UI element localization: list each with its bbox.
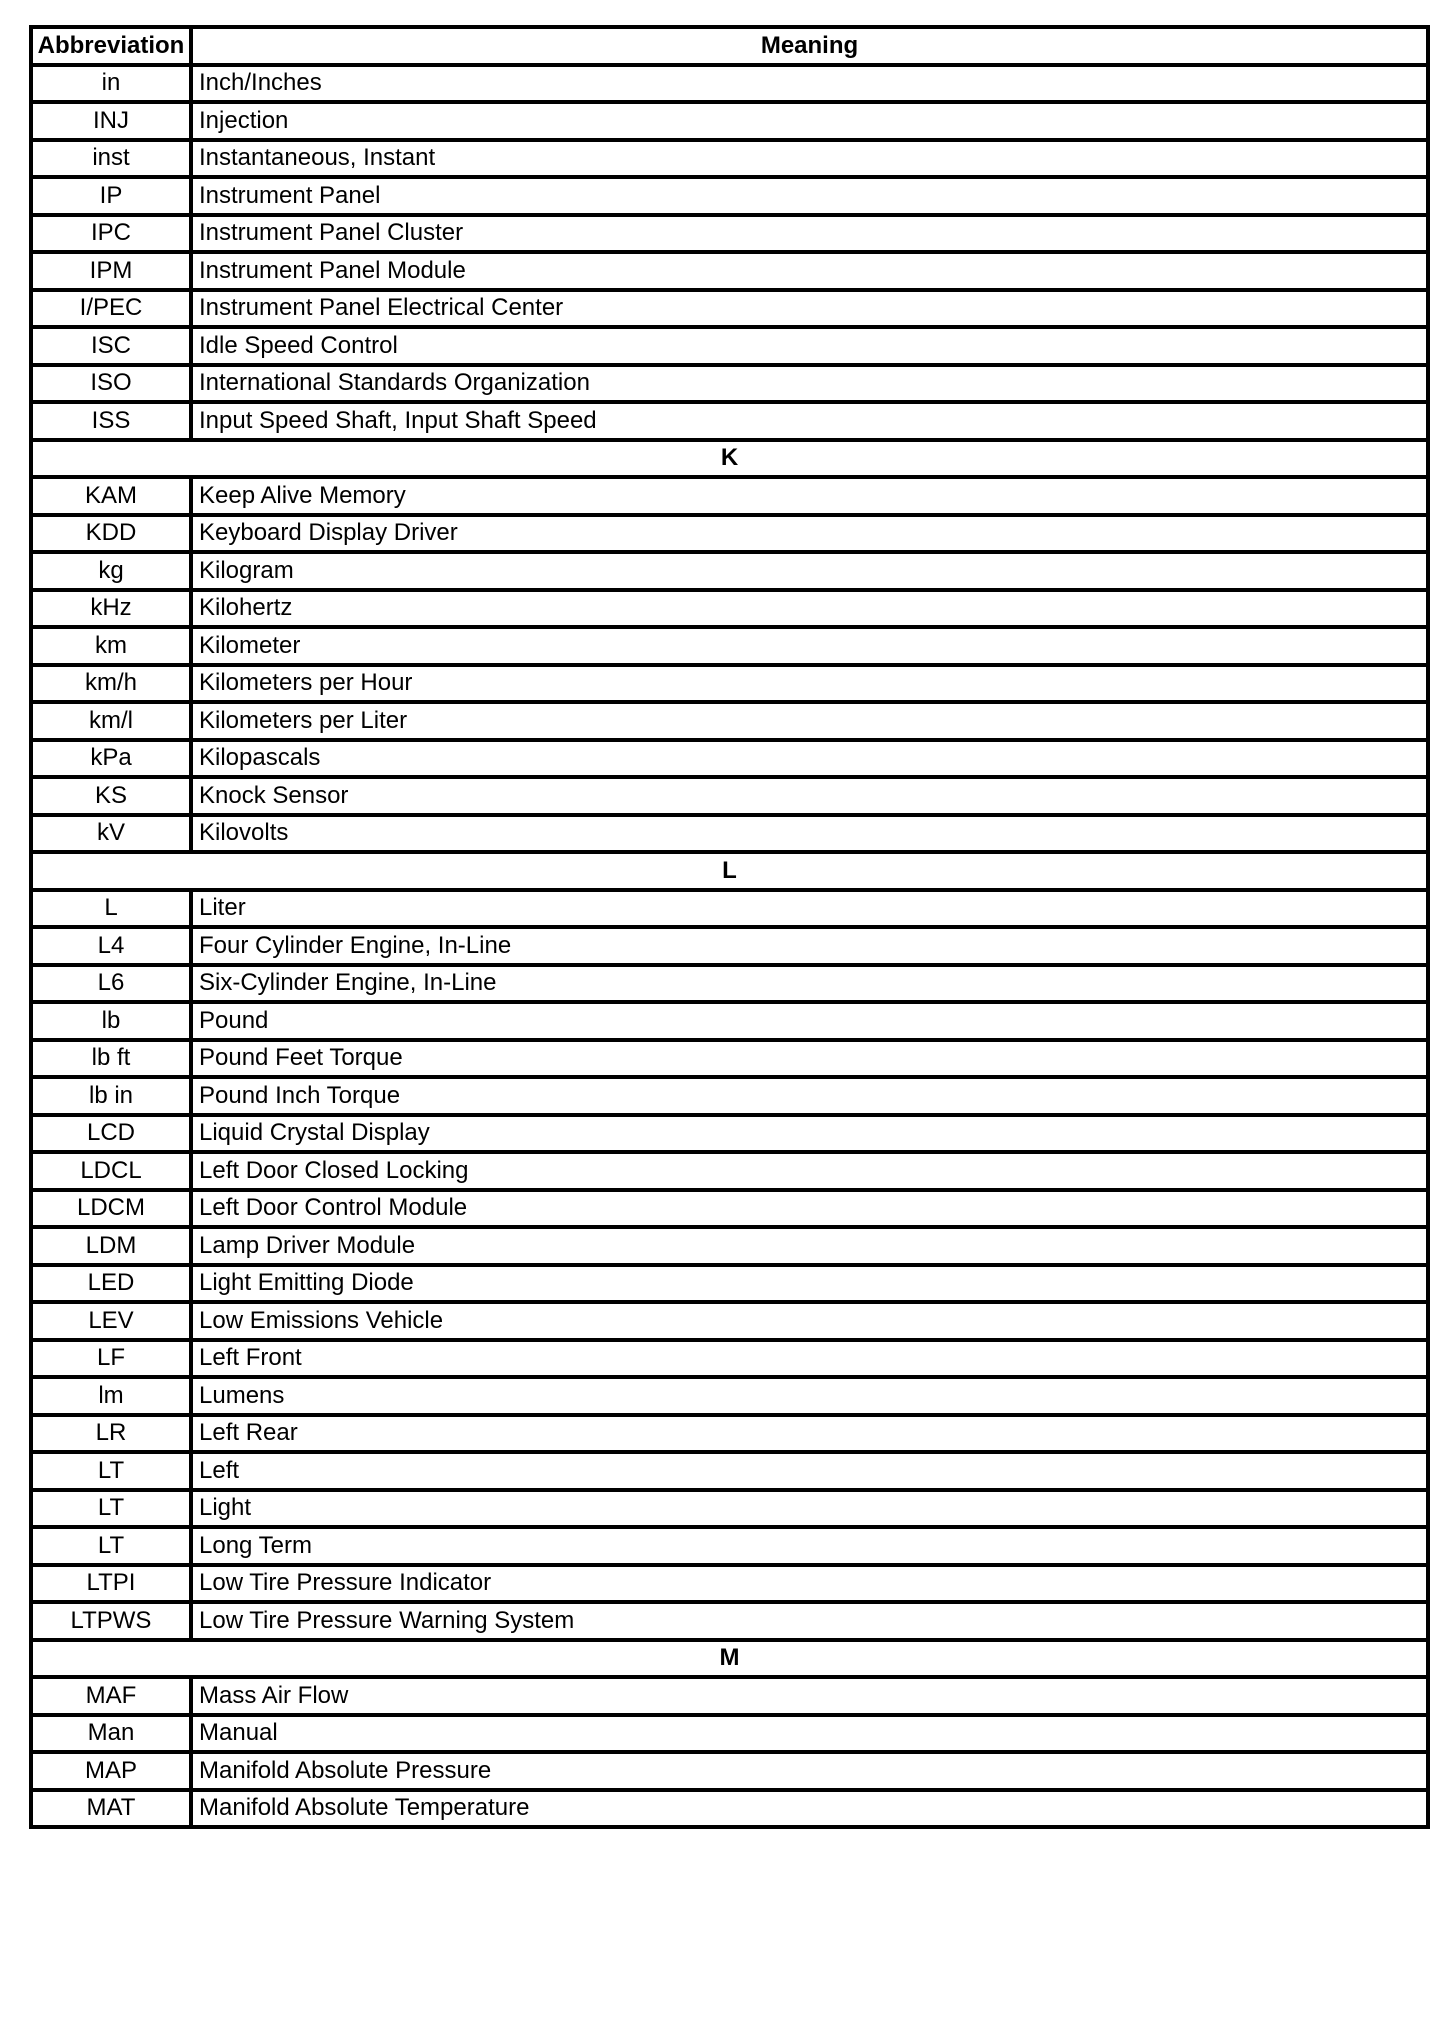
abbreviation-cell: lm bbox=[31, 1377, 191, 1415]
table-row bbox=[31, 365, 1428, 403]
table-row bbox=[31, 1752, 1428, 1790]
table-row bbox=[31, 1265, 1428, 1303]
table-row bbox=[31, 1152, 1428, 1190]
header-meaning: Meaning bbox=[191, 27, 1428, 65]
table-row bbox=[31, 327, 1428, 365]
section-heading: L bbox=[31, 852, 1428, 890]
section-row bbox=[31, 1640, 1428, 1678]
meaning-cell: Keyboard Display Driver bbox=[191, 515, 1428, 553]
abbreviation-cell: ISC bbox=[31, 327, 191, 365]
meaning-cell: Lumens bbox=[191, 1377, 1428, 1415]
abbreviation-cell: inst bbox=[31, 140, 191, 178]
table-row bbox=[31, 702, 1428, 740]
table-row bbox=[31, 1452, 1428, 1490]
abbreviation-cell: LCD bbox=[31, 1115, 191, 1153]
table-row bbox=[31, 65, 1428, 103]
table-row bbox=[31, 515, 1428, 553]
meaning-cell: Instantaneous, Instant bbox=[191, 140, 1428, 178]
abbreviation-cell: kPa bbox=[31, 740, 191, 778]
table-row bbox=[31, 1490, 1428, 1528]
abbreviations-table bbox=[29, 25, 1430, 1829]
abbreviation-cell: LDCM bbox=[31, 1190, 191, 1228]
abbreviation-cell: LDCL bbox=[31, 1152, 191, 1190]
meaning-cell: Left Door Closed Locking bbox=[191, 1152, 1428, 1190]
abbreviation-cell: KDD bbox=[31, 515, 191, 553]
meaning-cell: Liquid Crystal Display bbox=[191, 1115, 1428, 1153]
section-row bbox=[31, 852, 1428, 890]
header-abbreviation: Abbreviation bbox=[31, 27, 191, 65]
section-heading: K bbox=[31, 440, 1428, 478]
meaning-cell: Pound bbox=[191, 1002, 1428, 1040]
meaning-cell: Kilopascals bbox=[191, 740, 1428, 778]
meaning-cell: Light Emitting Diode bbox=[191, 1265, 1428, 1303]
abbreviation-cell: LDM bbox=[31, 1227, 191, 1265]
section-row bbox=[31, 440, 1428, 478]
table-row bbox=[31, 927, 1428, 965]
table-row bbox=[31, 177, 1428, 215]
meaning-cell: Left Rear bbox=[191, 1415, 1428, 1453]
meaning-cell: Kilogram bbox=[191, 552, 1428, 590]
table-row bbox=[31, 1565, 1428, 1603]
table-row bbox=[31, 1377, 1428, 1415]
table-row bbox=[31, 1677, 1428, 1715]
abbreviation-cell: lb ft bbox=[31, 1040, 191, 1078]
table-row bbox=[31, 1415, 1428, 1453]
abbreviation-cell: MAT bbox=[31, 1790, 191, 1828]
abbreviation-cell: lb bbox=[31, 1002, 191, 1040]
table-row bbox=[31, 965, 1428, 1003]
table-row bbox=[31, 1040, 1428, 1078]
abbreviation-cell: LED bbox=[31, 1265, 191, 1303]
meaning-cell: Four Cylinder Engine, In-Line bbox=[191, 927, 1428, 965]
abbreviation-cell: km bbox=[31, 627, 191, 665]
meaning-cell: Lamp Driver Module bbox=[191, 1227, 1428, 1265]
meaning-cell: Kilohertz bbox=[191, 590, 1428, 628]
meaning-cell: Knock Sensor bbox=[191, 777, 1428, 815]
meaning-cell: International Standards Organization bbox=[191, 365, 1428, 403]
abbreviation-cell: LT bbox=[31, 1490, 191, 1528]
meaning-cell: Left bbox=[191, 1452, 1428, 1490]
table-body bbox=[31, 65, 1428, 1828]
table-row bbox=[31, 1002, 1428, 1040]
meaning-cell: Kilometer bbox=[191, 627, 1428, 665]
abbreviation-cell: Man bbox=[31, 1715, 191, 1753]
meaning-cell: Kilometers per Hour bbox=[191, 665, 1428, 703]
table-row bbox=[31, 590, 1428, 628]
table-header-row bbox=[31, 27, 1428, 65]
meaning-cell: Kilovolts bbox=[191, 815, 1428, 853]
meaning-cell: Manifold Absolute Temperature bbox=[191, 1790, 1428, 1828]
table-row bbox=[31, 140, 1428, 178]
meaning-cell: Low Tire Pressure Indicator bbox=[191, 1565, 1428, 1603]
table-row bbox=[31, 1602, 1428, 1640]
table-row bbox=[31, 1190, 1428, 1228]
abbreviation-cell: km/l bbox=[31, 702, 191, 740]
meaning-cell: Manual bbox=[191, 1715, 1428, 1753]
table-row bbox=[31, 1227, 1428, 1265]
abbreviation-cell: MAF bbox=[31, 1677, 191, 1715]
abbreviation-cell: IP bbox=[31, 177, 191, 215]
abbreviation-cell: L4 bbox=[31, 927, 191, 965]
meaning-cell: Input Speed Shaft, Input Shaft Speed bbox=[191, 402, 1428, 440]
table-row bbox=[31, 815, 1428, 853]
abbreviation-cell: IPC bbox=[31, 215, 191, 253]
abbreviation-cell: LT bbox=[31, 1527, 191, 1565]
abbreviation-cell: ISS bbox=[31, 402, 191, 440]
abbreviation-cell: LTPI bbox=[31, 1565, 191, 1603]
meaning-cell: Mass Air Flow bbox=[191, 1677, 1428, 1715]
meaning-cell: Keep Alive Memory bbox=[191, 477, 1428, 515]
abbreviation-cell: INJ bbox=[31, 102, 191, 140]
table-row bbox=[31, 777, 1428, 815]
meaning-cell: Idle Speed Control bbox=[191, 327, 1428, 365]
abbreviation-cell: KAM bbox=[31, 477, 191, 515]
abbreviation-cell: LF bbox=[31, 1340, 191, 1378]
table-row bbox=[31, 1715, 1428, 1753]
abbreviation-cell: I/PEC bbox=[31, 290, 191, 328]
abbreviation-cell: IPM bbox=[31, 252, 191, 290]
abbreviation-cell: lb in bbox=[31, 1077, 191, 1115]
table-row bbox=[31, 1077, 1428, 1115]
meaning-cell: Six-Cylinder Engine, In-Line bbox=[191, 965, 1428, 1003]
table-row bbox=[31, 890, 1428, 928]
table-row bbox=[31, 1302, 1428, 1340]
meaning-cell: Instrument Panel Module bbox=[191, 252, 1428, 290]
meaning-cell: Low Emissions Vehicle bbox=[191, 1302, 1428, 1340]
abbreviation-cell: kHz bbox=[31, 590, 191, 628]
abbreviation-cell: L bbox=[31, 890, 191, 928]
meaning-cell: Kilometers per Liter bbox=[191, 702, 1428, 740]
table-row bbox=[31, 215, 1428, 253]
abbreviation-cell: kg bbox=[31, 552, 191, 590]
abbreviation-cell: MAP bbox=[31, 1752, 191, 1790]
table-row bbox=[31, 1790, 1428, 1828]
abbreviation-cell: LR bbox=[31, 1415, 191, 1453]
meaning-cell: Pound Feet Torque bbox=[191, 1040, 1428, 1078]
abbreviation-cell: KS bbox=[31, 777, 191, 815]
table-row bbox=[31, 627, 1428, 665]
table-row bbox=[31, 290, 1428, 328]
meaning-cell: Instrument Panel Cluster bbox=[191, 215, 1428, 253]
table-row bbox=[31, 252, 1428, 290]
table-row bbox=[31, 402, 1428, 440]
meaning-cell: Left Door Control Module bbox=[191, 1190, 1428, 1228]
abbreviation-cell: L6 bbox=[31, 965, 191, 1003]
table-row bbox=[31, 552, 1428, 590]
meaning-cell: Long Term bbox=[191, 1527, 1428, 1565]
abbreviation-cell: ISO bbox=[31, 365, 191, 403]
meaning-cell: Light bbox=[191, 1490, 1428, 1528]
table-row bbox=[31, 102, 1428, 140]
abbreviation-cell: LT bbox=[31, 1452, 191, 1490]
table-row bbox=[31, 1115, 1428, 1153]
abbreviation-cell: LEV bbox=[31, 1302, 191, 1340]
meaning-cell: Instrument Panel bbox=[191, 177, 1428, 215]
section-heading: M bbox=[31, 1640, 1428, 1678]
abbreviation-cell: LTPWS bbox=[31, 1602, 191, 1640]
abbreviation-cell: kV bbox=[31, 815, 191, 853]
meaning-cell: Liter bbox=[191, 890, 1428, 928]
meaning-cell: Instrument Panel Electrical Center bbox=[191, 290, 1428, 328]
abbreviation-cell: km/h bbox=[31, 665, 191, 703]
table-row bbox=[31, 477, 1428, 515]
meaning-cell: Injection bbox=[191, 102, 1428, 140]
table-row bbox=[31, 1527, 1428, 1565]
table-row bbox=[31, 665, 1428, 703]
table-row bbox=[31, 1340, 1428, 1378]
abbreviation-cell: in bbox=[31, 65, 191, 103]
meaning-cell: Manifold Absolute Pressure bbox=[191, 1752, 1428, 1790]
meaning-cell: Inch/Inches bbox=[191, 65, 1428, 103]
meaning-cell: Left Front bbox=[191, 1340, 1428, 1378]
meaning-cell: Low Tire Pressure Warning System bbox=[191, 1602, 1428, 1640]
table-row bbox=[31, 740, 1428, 778]
meaning-cell: Pound Inch Torque bbox=[191, 1077, 1428, 1115]
